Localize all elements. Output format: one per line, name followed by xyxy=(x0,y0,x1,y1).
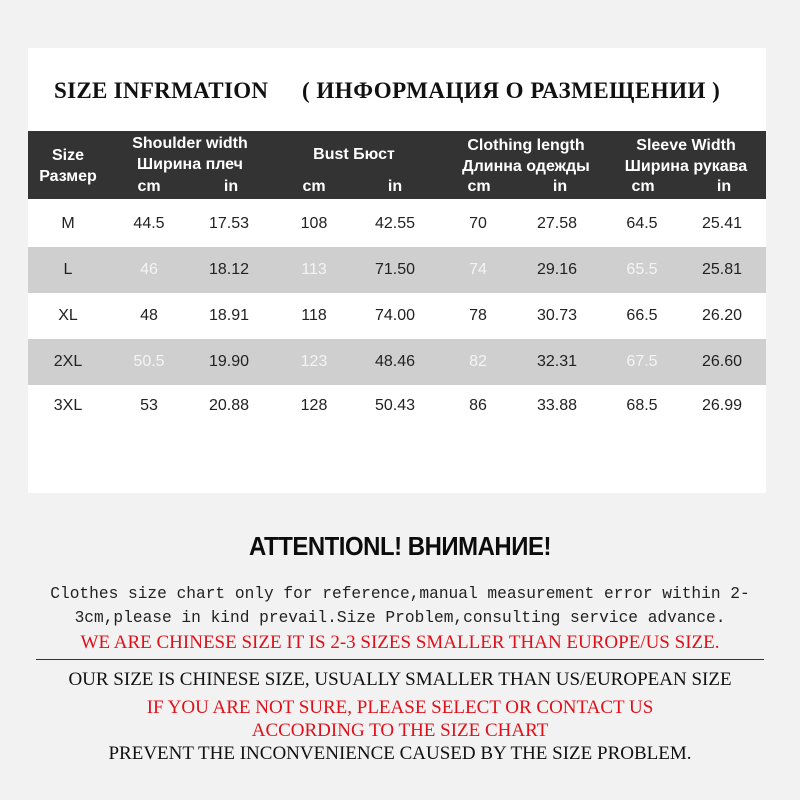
bust-cm-cell: 108 xyxy=(300,215,328,232)
shoulder-cm-cell: 50.5 xyxy=(133,353,165,370)
length-cm-cell: 78 xyxy=(469,307,487,324)
header-shoulder-ru: Ширина плеч xyxy=(137,156,243,173)
header-clothing-ru: Длинна одежды xyxy=(462,158,590,175)
header-size xyxy=(28,145,108,187)
length-cm-cell: 86 xyxy=(469,397,487,414)
length-cm-cell: 74 xyxy=(469,261,487,278)
header-size-en: Size xyxy=(51,147,84,164)
header-sleeve-ru: Ширина рукава xyxy=(624,158,748,175)
header-shoulder xyxy=(120,133,260,175)
sleeve-cm-cell: 64.5 xyxy=(626,215,658,232)
title-russian: ( ИНФОРМАЦИЯ О РАЗМЕЩЕНИИ ) xyxy=(302,78,721,103)
our-size-note: OUR SIZE IS CHINESE SIZE, USUALLY SMALLER THAN US/EUROPEAN SIZE xyxy=(68,669,732,690)
shoulder-cm-cell: 44.5 xyxy=(133,215,165,232)
unit-shoulder-cm: cm xyxy=(137,178,161,195)
header-shoulder-en: Shoulder width xyxy=(132,135,248,152)
shoulder-in-cell: 17.53 xyxy=(208,215,250,232)
shoulder-in-cell: 20.88 xyxy=(208,397,250,414)
length-in-cell: 32.31 xyxy=(536,353,578,370)
length-cm-cell: 82 xyxy=(469,353,487,370)
sleeve-in-cell: 25.41 xyxy=(701,215,743,232)
divider xyxy=(36,659,764,660)
attention-heading: ATTENTIONL! ВНИМАНИЕ! xyxy=(249,531,551,561)
size-chart-title xyxy=(28,78,766,108)
sleeve-in-cell: 26.60 xyxy=(701,353,743,370)
sleeve-cm-cell: 67.5 xyxy=(626,353,658,370)
not-sure-line-2: ACCORDING TO THE SIZE CHART xyxy=(251,720,549,741)
sleeve-cm-cell: 66.5 xyxy=(626,307,658,324)
header-clothing-en: Clothing length xyxy=(467,137,585,154)
header-sleeve-width xyxy=(606,135,766,177)
length-cm-cell: 70 xyxy=(469,215,487,232)
bust-in-cell: 74.00 xyxy=(374,307,416,324)
length-in-cell: 30.73 xyxy=(536,307,578,324)
title-english: SIZE INFRMATION xyxy=(54,78,269,103)
size-cell: 3XL xyxy=(53,397,83,414)
table-row xyxy=(28,247,766,293)
shoulder-cm-cell: 48 xyxy=(140,307,158,324)
bust-in-cell: 71.50 xyxy=(374,261,416,278)
disclaimer-line-2: 3cm,please in kind prevail.Size Problem,consulting service advance. xyxy=(74,609,726,627)
shoulder-cm-cell: 46 xyxy=(140,261,158,278)
unit-length-cm: cm xyxy=(467,178,491,195)
unit-bust-cm: cm xyxy=(302,178,326,195)
not-sure-line-1: IF YOU ARE NOT SURE, PLEASE SELECT OR CONTACT US xyxy=(146,697,654,718)
unit-bust-in: in xyxy=(387,178,403,195)
sleeve-in-cell: 26.20 xyxy=(701,307,743,324)
bust-in-cell: 42.55 xyxy=(374,215,416,232)
table-header xyxy=(28,131,766,199)
size-cell: M xyxy=(61,215,75,232)
table-row xyxy=(28,339,766,385)
header-clothing-length xyxy=(446,135,606,177)
size-cell: 2XL xyxy=(53,353,83,370)
shoulder-in-cell: 19.90 xyxy=(208,353,250,370)
unit-sleeve-cm: cm xyxy=(631,178,655,195)
unit-shoulder-in: in xyxy=(223,178,239,195)
table-row xyxy=(28,383,766,429)
unit-length-in: in xyxy=(552,178,568,195)
sleeve-cm-cell: 68.5 xyxy=(626,397,658,414)
shoulder-in-cell: 18.12 xyxy=(208,261,250,278)
table-row xyxy=(28,293,766,339)
length-in-cell: 29.16 xyxy=(536,261,578,278)
disclaimer-line-1: Clothes size chart only for reference,manual measurement error within 2- xyxy=(50,585,750,603)
prevent-note: PREVENT THE INCONVENIENCE CAUSED BY THE SIZE PROBLEM. xyxy=(108,743,692,764)
not-sure-note xyxy=(0,696,800,742)
table-row xyxy=(28,201,766,247)
length-in-cell: 27.58 xyxy=(536,215,578,232)
bust-cm-cell: 113 xyxy=(301,261,327,278)
length-in-cell: 33.88 xyxy=(536,397,578,414)
size-cell: XL xyxy=(58,307,78,324)
header-sleeve-en: Sleeve Width xyxy=(636,137,736,154)
bust-in-cell: 50.43 xyxy=(374,397,416,414)
disclaimer-text xyxy=(0,582,800,630)
chinese-size-warning: WE ARE CHINESE SIZE IT IS 2-3 SIZES SMALLER THAN EUROPE/US SIZE. xyxy=(80,632,720,653)
bust-cm-cell: 123 xyxy=(300,353,328,370)
header-bust: Bust Бюст xyxy=(313,146,395,163)
shoulder-cm-cell: 53 xyxy=(140,397,158,414)
sleeve-cm-cell: 65.5 xyxy=(626,261,658,278)
bust-in-cell: 48.46 xyxy=(374,353,416,370)
header-size-ru: Размер xyxy=(39,168,97,185)
shoulder-in-cell: 18.91 xyxy=(208,307,250,324)
bust-cm-cell: 118 xyxy=(301,307,327,324)
bust-cm-cell: 128 xyxy=(300,397,328,414)
sleeve-in-cell: 25.81 xyxy=(701,261,743,278)
size-cell: L xyxy=(63,261,73,278)
unit-sleeve-in: in xyxy=(716,178,732,195)
sleeve-in-cell: 26.99 xyxy=(701,397,743,414)
